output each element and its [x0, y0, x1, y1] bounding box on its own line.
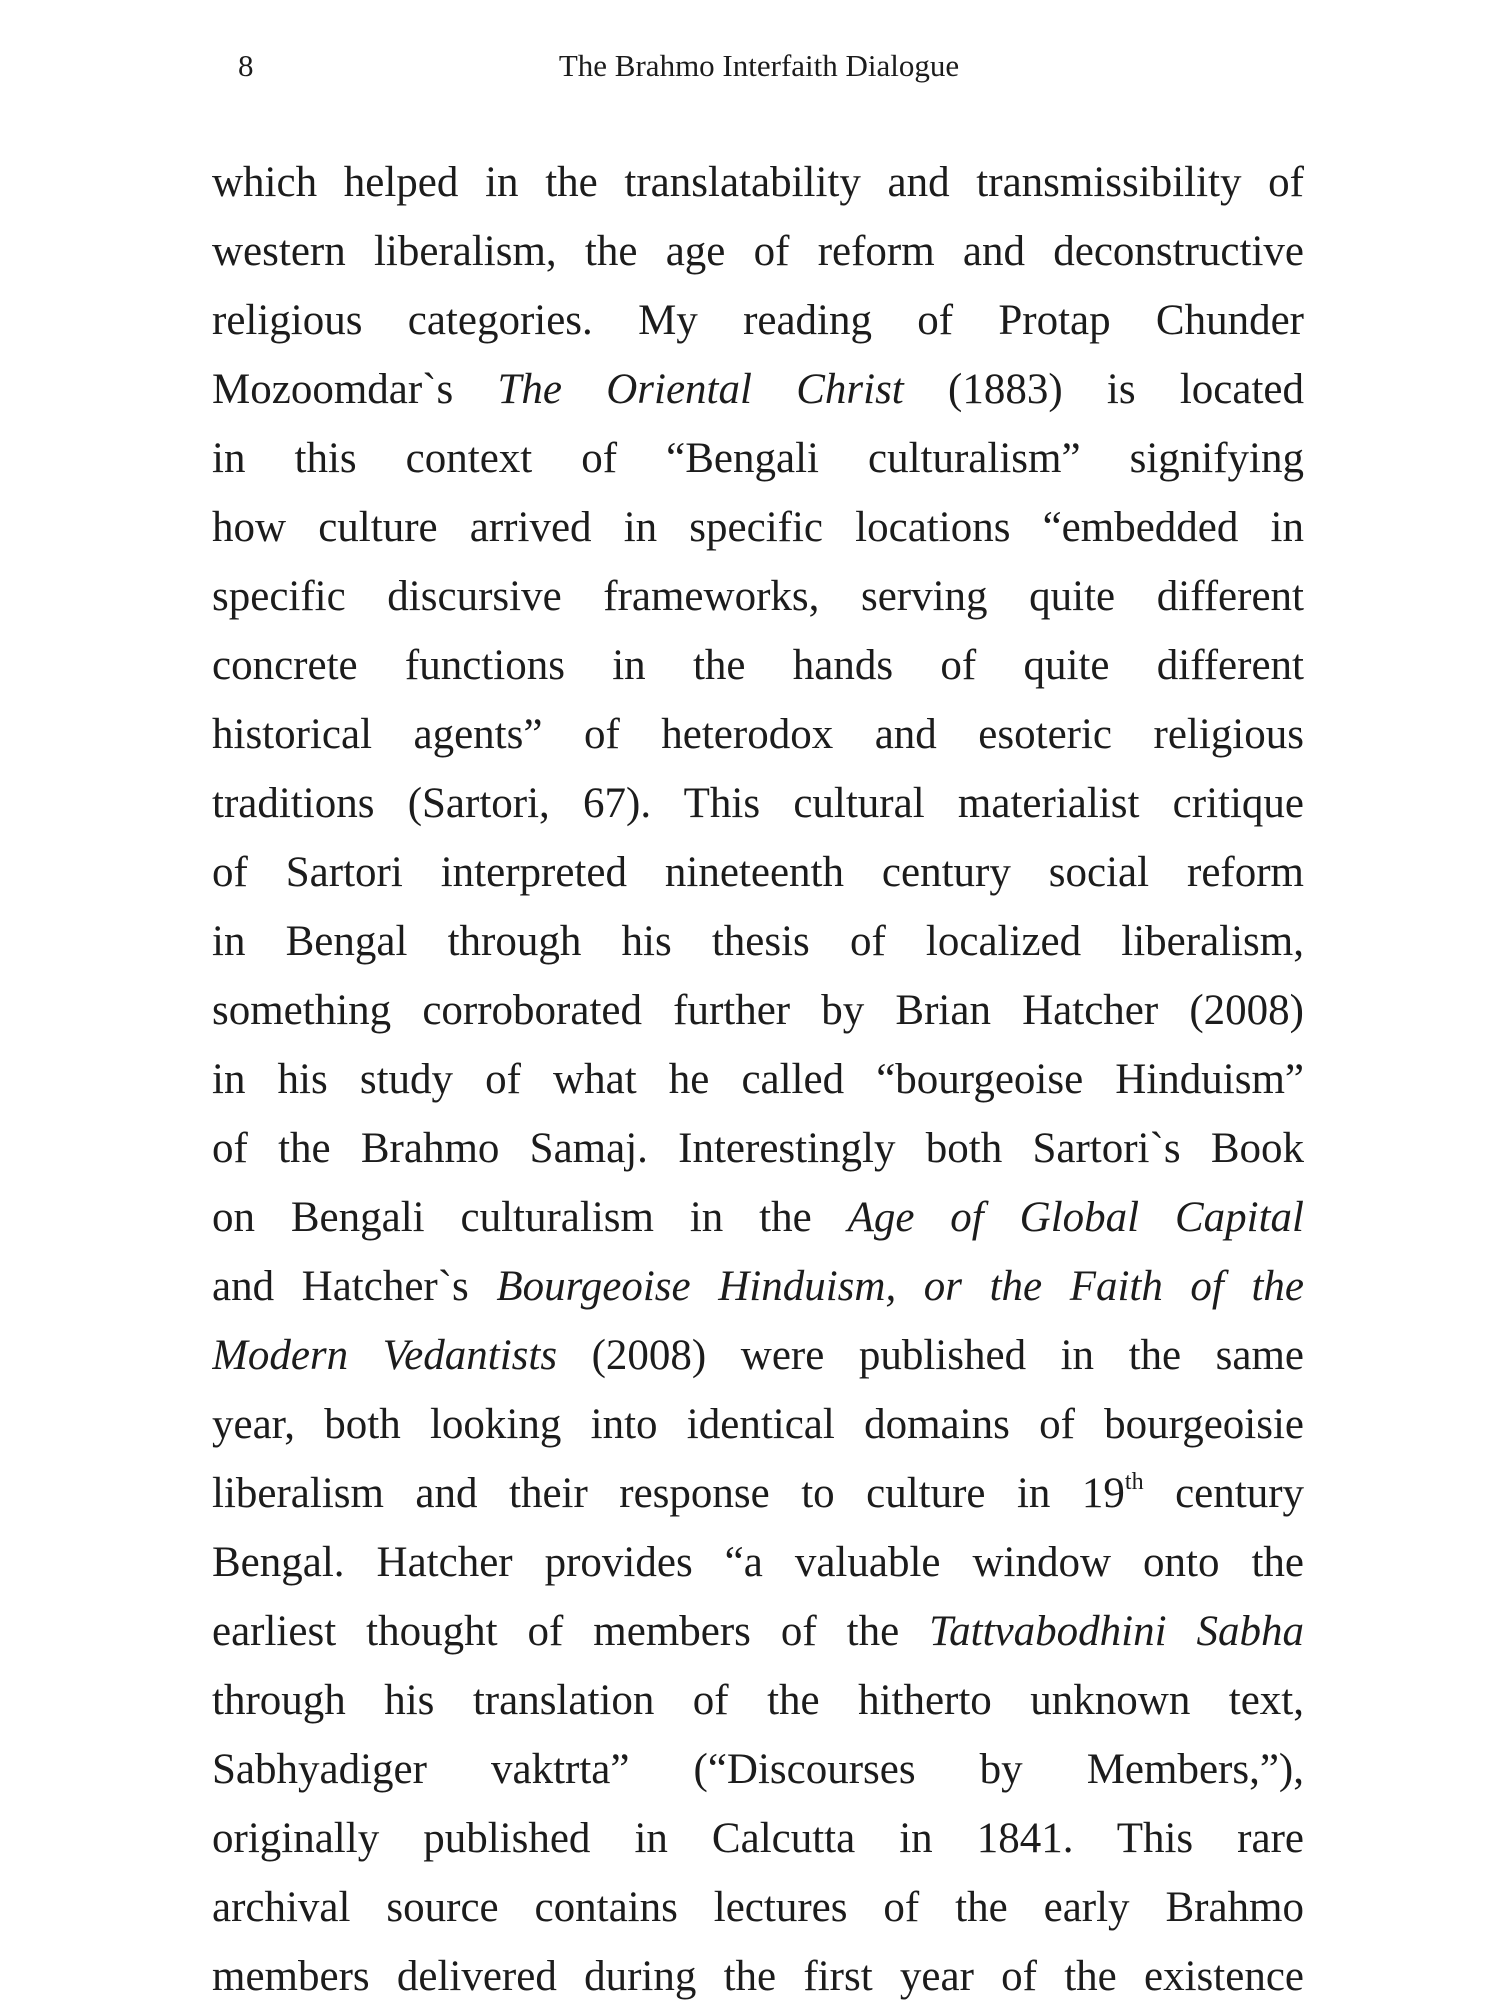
page-number: 8 — [238, 48, 254, 83]
text-line — [212, 424, 1304, 493]
running-head — [0, 46, 1500, 86]
text-segment: and Hatcher`s — [212, 1263, 497, 1310]
text-line — [212, 1528, 1304, 1597]
text-segment: originally published in Calcutta in 1841. This rare — [212, 1815, 1304, 1862]
text-segment: on Bengali culturalism in the — [212, 1194, 848, 1241]
text-segment: Mozoomdar`s — [212, 366, 498, 413]
italic-title: Tattvabodhini Sabha — [929, 1608, 1304, 1655]
text-segment: archival source contains lectures of the early Brahmo — [212, 1884, 1304, 1931]
text-line — [212, 148, 1304, 217]
text-segment: century — [1143, 1470, 1304, 1517]
text-line — [212, 907, 1304, 976]
text-line — [212, 562, 1304, 631]
text-line — [212, 1804, 1304, 1873]
italic-title: Age of Global Capital — [847, 1194, 1304, 1241]
text-segment: religious categories. My reading of Protap Chunder — [212, 297, 1304, 344]
text-segment: in this context of “Bengali culturalism” signifying — [212, 435, 1304, 482]
text-line — [212, 1390, 1304, 1459]
body-text — [212, 148, 1304, 2011]
text-segment: of Sartori interpreted nineteenth century social reform — [212, 849, 1304, 896]
text-segment: historical agents” of heterodox and esoteric religious — [212, 711, 1304, 758]
text-segment: (2008) were published in the same — [557, 1332, 1304, 1379]
text-line — [212, 1942, 1304, 2011]
text-line — [212, 1045, 1304, 1114]
text-line — [212, 1252, 1304, 1321]
text-line — [212, 286, 1304, 355]
text-segment: concrete functions in the hands of quite different — [212, 642, 1304, 689]
text-segment: western liberalism, the age of reform and deconstructive — [212, 228, 1304, 275]
text-line — [212, 1114, 1304, 1183]
text-segment: earliest thought of members of the — [212, 1608, 930, 1655]
text-segment: in Bengal through his thesis of localized liberalism, — [212, 918, 1304, 965]
text-line — [212, 631, 1304, 700]
text-segment: in his study of what he called “bourgeoise Hinduism” — [212, 1056, 1304, 1103]
italic-title: Modern Vedantists — [212, 1332, 558, 1379]
text-segment: of the Brahmo Samaj. Interestingly both Sartori`s Book — [212, 1125, 1304, 1172]
italic-title: Bourgeoise Hinduism, or the Faith of the — [496, 1263, 1304, 1310]
text-segment: which helped in the translatability and transmissibility of — [212, 159, 1304, 206]
text-segment: traditions (Sartori, 67). This cultural materialist critique — [212, 780, 1304, 827]
text-segment: Sabhyadiger vaktrta” (“Discourses by Members,”), — [212, 1746, 1304, 1793]
italic-title: The Oriental Christ — [497, 366, 904, 413]
text-line — [212, 1735, 1304, 1804]
text-segment: members delivered during the first year of the existence — [212, 1953, 1304, 2000]
text-line — [212, 1666, 1304, 1735]
text-segment: year, both looking into identical domains of bourgeoisie — [212, 1401, 1304, 1448]
text-segment: Bengal. Hatcher provides “a valuable window onto the — [212, 1539, 1304, 1586]
running-title: The Brahmo Interfaith Dialogue — [558, 48, 960, 83]
text-line — [212, 1459, 1304, 1528]
text-line — [212, 1873, 1304, 1942]
text-line — [212, 838, 1304, 907]
text-segment: specific discursive frameworks, serving quite different — [212, 573, 1304, 620]
text-line — [212, 355, 1304, 424]
text-line — [212, 1183, 1304, 1252]
text-line — [212, 976, 1304, 1045]
text-line — [212, 700, 1304, 769]
text-segment: how culture arrived in specific locations “embedded in — [212, 504, 1304, 551]
text-line — [212, 769, 1304, 838]
text-line — [212, 217, 1304, 286]
text-segment: (1883) is located — [903, 366, 1304, 413]
superscript: th — [1124, 1469, 1144, 1495]
text-segment: liberalism and their response to culture in 19 — [212, 1470, 1125, 1517]
text-line — [212, 1597, 1304, 1666]
text-line — [212, 493, 1304, 562]
text-line — [212, 1321, 1304, 1390]
text-segment: something corroborated further by Brian Hatcher (2008) — [212, 987, 1304, 1034]
text-segment: through his translation of the hitherto unknown text, — [212, 1677, 1304, 1724]
